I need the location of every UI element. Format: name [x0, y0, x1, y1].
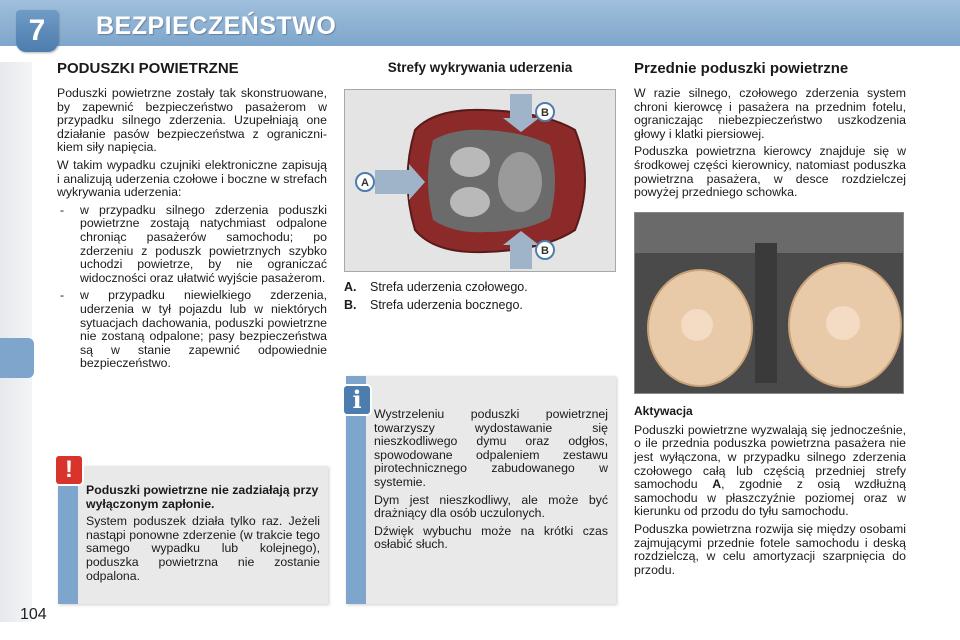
info-icon: i: [344, 386, 370, 414]
right-column: [634, 60, 906, 581]
warning-text: System poduszek działa tylko raz. Jeżeli nastąpi ponowne zderzenie (w trakcie tego samego wypadku lub kolejnego), poduszka powietrzna nie zostanie odpalona.: [86, 514, 320, 583]
warning-note: [58, 456, 328, 604]
dash-marker: -: [60, 288, 65, 303]
airbags-deployed-photo: [634, 212, 904, 394]
dash-marker: -: [60, 202, 65, 217]
list-item: [57, 289, 327, 371]
front-airbags-text-2: Poduszka powietrzna kierowcy znajduje się w środkowej części kierownicy, natomiast poduszka powietrzna pasażera, w desce rozdzielczej powyżej przedniego schowka.: [634, 144, 906, 200]
label-b-bottom-text: B: [541, 245, 549, 257]
front-zone-arrow: [375, 170, 409, 194]
legend-text: Strefa uderzenia bocznego.: [370, 298, 523, 312]
zone-a-reference: A: [712, 477, 722, 492]
info-text-3: Dźwięk wybuchu może na krótki czas osłabić słuch.: [374, 523, 608, 552]
center-pillar: [755, 243, 777, 383]
info-text-2: Dym jest nieszkodliwy, ale może być drażniący dla osób uczulonych.: [374, 492, 608, 521]
legend-row: [344, 280, 616, 294]
activation-text-part: Poduszki powietrzne wyzwalają się jednocześnie, o ile przednia poduszka powietrzna pasażera nie jest wyłączona, w przypadku silnego zderzenia czołowego całą lub częścią przedniej strefy samochodu: [634, 422, 906, 492]
front-seat-left: [450, 147, 490, 177]
list-item-text: w przypadku silnego zderzenia poduszki powietrzne zostają natychmiast odpalone chroniąc pasażerów samochodu; po zderzeniu z poduszk powietrznych szybko uchodzi powietrze, by nie ograniczać widoczności oraz ułatwić wyjście pasażerom.: [80, 202, 327, 285]
figure-legend: [344, 280, 616, 312]
front-airbags-heading: Przednie poduszki powietrzne: [634, 60, 849, 77]
activation-text-part: , zgodnie z osią wzdłużną samochodu w płaszczyźnie poziomej oraz w kierunku od przodu do tyłu samochodu.: [634, 477, 906, 519]
left-column: [57, 60, 327, 375]
legend-key: B.: [344, 298, 357, 312]
chapter-side-tab: [0, 338, 34, 378]
airbags-intro: Poduszki powietrzne zostały tak skonstruowane, by zapewnić bezpieczeństwo pasażerom w przypadku silnego zderzenia. Uzupełniają one działanie pasów bezpieczeństwa z ogranicznikiem siły napięcia.: [57, 86, 327, 155]
driver-head: [681, 309, 713, 341]
middle-column: [344, 60, 616, 312]
list-item: [57, 204, 327, 286]
info-text-1: Wystrzeleniu poduszki powietrznej towarzyszy wydostawanie się nieszkodliwego dymu oraz odgłos, spowodowane odpaleniem zestawu pirotechnicznego zabudowanego w systemie.: [374, 407, 608, 489]
activation-text-1: [634, 424, 906, 519]
airbags-heading: PODUSZKI POWIETRZNE: [57, 60, 239, 77]
activation-text-2: Poduszka powietrzna rozwija się między osobami zajmującymi przednie fotele samochodu i deską rozdzielczą, w celu amortyzacji szarpnięcia do przodu.: [634, 521, 906, 577]
passenger-head: [826, 306, 860, 340]
chapter-title: BEZPIECZEŃSTWO: [96, 12, 337, 40]
front-seat-right: [450, 187, 490, 217]
page-number: 104: [20, 606, 47, 623]
legend-key: A.: [344, 280, 357, 294]
activation-heading: Aktywacja: [634, 403, 693, 418]
front-airbags-text-1: W razie silnego, czołowego zderzenia system chroni kierowcę i pasażera na przednim fotelu, ograniczając niebezpieczeństwo uszkodzenia głowy i klatki piersiowej.: [634, 86, 906, 141]
chapter-number-badge: 7: [16, 10, 58, 52]
car-top-view-illustration: [345, 90, 617, 273]
rear-area: [498, 152, 542, 212]
legend-text: Strefa uderzenia czołowego.: [370, 280, 528, 294]
label-b-top-text: B: [541, 107, 549, 119]
side-zone-arrow-bottom: [510, 245, 532, 269]
warning-title: Poduszki powietrzne nie zadziałają przy wyłączonym zapłonie.: [86, 483, 319, 511]
list-item-text: w przypadku niewielkiego zderzenia, uderzenia w tył pojazdu lub w niektórych sytuacjach dachowania, poduszki powietrzne nie zostaną odpalone; pasy bezpieczeństwa są w stanie zapewnić odpowiednie bezpieczeństwo.: [80, 288, 327, 371]
legend-row: [344, 298, 616, 312]
conditions-list: [57, 204, 327, 371]
side-zone-arrow-top: [510, 94, 532, 118]
sensors-text: W takim wypadku czujniki elektroniczne zapisują i analizują uderzenia czołowe i boczne w strefach wykrywania uderzenia:: [57, 157, 327, 200]
airbags-illustration: [635, 213, 904, 394]
detection-zones-heading: Strefy wykrywania uderzenia: [387, 60, 573, 75]
warning-icon: !: [56, 456, 82, 484]
detection-zones-figure: [344, 89, 616, 272]
label-a-text: A: [361, 177, 369, 189]
info-note: [346, 376, 616, 604]
